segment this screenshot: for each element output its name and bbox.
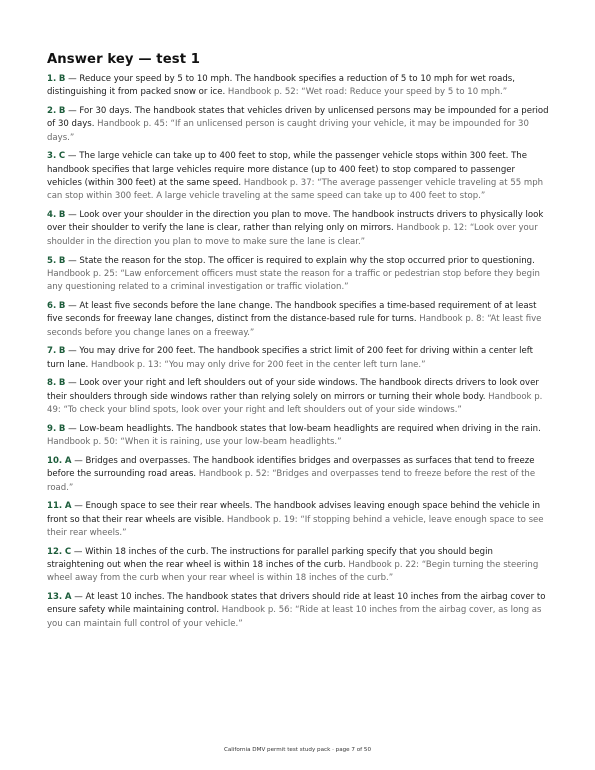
answer-letter: C	[58, 151, 66, 162]
page-footer: California DMV permit test study pack · page 7 of 50	[223, 747, 372, 753]
handbook-citation: Handbook p. 25: “Law enforcement officers must state the reason for a traffic or pedestrian stop before they begin any questioning related to a criminal investigation or traffic violation.”	[47, 268, 540, 293]
answer-explanation: State the reason for the stop. The officer is required to explain why the stop occurred prior to questioning.	[79, 255, 535, 266]
question-number: 6.	[47, 300, 57, 311]
handbook-citation: Handbook p. 50: “When it is raining, use your low-beam headlights.”	[47, 437, 342, 448]
answer-item-12: 12. C — Within 18 inches of the curb. The instructions for parallel parking specify that you should begin straightening out when the rear wheel is within 18 inches of the curb. Handbook p. 22: “Begin turning the steering wheel away from the curb when your rear wheel is within 18 inches of the curb.”	[47, 546, 539, 584]
answer-item-3: 3. C — The large vehicle can take up to 400 feet to stop, while the passenger vehicle stops within 300 feet. The handbook specifies that large vehicles require more distance (up to 400 feet) to stop compared to passenger vehicles (within 300 feet) at the same speed. Handbook p. 37: “The average passenger vehicle traveling at 55 mph can stop within 300 feet. A large vehicle traveling at the same speed can take up to 400 feet to stop.”	[47, 151, 544, 202]
answer-letter: B	[58, 300, 66, 311]
handbook-citation: Handbook p. 8: “At least five seconds before you change lanes on a freeway.”	[47, 314, 542, 338]
question-number: 11.	[47, 501, 63, 512]
answer-letter: C	[64, 546, 72, 557]
handbook-citation: Handbook p. 13: “You may only drive for 200 feet in the center left turn lane.”	[91, 359, 426, 370]
answer-item-7: 7. B — You may drive for 200 feet. The handbook specifies a strict limit of 200 feet for driving within a center left turn lane. Handbook p. 13: “You may only drive for 200 feet in the center left turn lane.”	[47, 346, 533, 370]
answer-explanation: At least 10 inches. The handbook states that drivers should ride at least 10 inches from the airbag cover to ensure safety while maintaining control.	[47, 592, 546, 616]
answer-item-10: 10. A — Bridges and overpasses. The handbook identifies bridges and overpasses as surfaces that tend to freeze before the surrounding road areas. Handbook p. 52: “Bridges and overpasses tend to freeze before the rest of the road.”	[47, 455, 536, 493]
handbook-citation: Handbook p. 52: “Wet road: Reduce your speed by 5 to 10 mph.”	[227, 87, 508, 98]
question-number: 5.	[47, 255, 57, 266]
answer-explanation: Low-beam headlights. The handbook states that low-beam headlights are required when driving in the rain.	[79, 423, 541, 434]
answer-item-11: 11. A — Enough space to see their rear wheels. The handbook advises leaving enough space behind the vehicle in front so that their rear wheels are visible. Handbook p. 19: “If stopping behind a vehicle, leave enough space to see their rear wheels.”	[47, 501, 544, 538]
answer-item-4: 4. B — Look over your shoulder in the direction you plan to move. The handbook instructs drivers to physically look over their shoulder to verify the lane is clear, rather than relying only on mirrors. Handbook p. 12: “Look over your shoulder in the direction you plan to move to make sure the lane is clear.”	[47, 210, 544, 247]
answer-letter: B	[58, 106, 66, 117]
question-number: 13.	[47, 592, 63, 603]
handbook-citation: Handbook p. 52: “Bridges and overpasses tend to freeze before the rest of the road.”	[47, 469, 536, 493]
question-number: 1.	[47, 74, 57, 84]
question-number: 3.	[47, 151, 57, 162]
page-title: Answer key — test 1	[47, 52, 201, 67]
handbook-citation: Handbook p. 19: “If stopping behind a vehicle, leave enough space to see their rear wheels.”	[47, 514, 544, 538]
question-number: 10.	[47, 455, 63, 466]
question-number: 4.	[47, 210, 57, 221]
answer-explanation: Within 18 inches of the curb. The instructions for parallel parking specify that you should begin straightening out when the rear wheel is within 18 inches of the curb.	[47, 546, 493, 570]
handbook-citation: Handbook p. 56: “Ride at least 10 inches from the airbag cover, as long as you can maintain full control of your vehicle.”	[47, 605, 542, 629]
question-number: 2.	[47, 106, 57, 117]
answer-letter: B	[58, 210, 66, 221]
answer-letter: A	[64, 455, 72, 466]
answer-explanation: For 30 days. The handbook states that vehicles driven by unlicensed persons may be impounded for a period of 30 days.	[47, 106, 549, 130]
answer-explanation: At least five seconds before the lane change. The handbook specifies a time-based requirement of at least five seconds for freeway lane changes, distinct from the distance-based rule for turns.	[47, 300, 537, 325]
handbook-citation: Handbook p. 45: “If an unlicensed person is caught driving your vehicle, it may be impounded for 30 days.”	[47, 119, 529, 143]
answer-letter: B	[58, 74, 66, 84]
answer-item-5: 5. B — State the reason for the stop. The officer is required to explain why the stop occurred prior to questioning. Handbook p. 25: “Law enforcement officers must state the reason for a traffic or pedestrian stop before they begin any questioning related to a criminal investigation or traffic violation.”	[47, 255, 540, 293]
question-number: 7.	[47, 346, 57, 357]
handbook-citation: Handbook p. 37: “The average passenger vehicle traveling at 55 mph can stop within 300 feet. A large vehicle traveling at the same speed can take up to 400 feet to stop.”	[47, 178, 544, 202]
answer-list	[47, 73, 552, 631]
answer-letter: B	[58, 255, 66, 266]
handbook-citation: Handbook p. 49: “To check your blind spots, look over your right and left shoulders out of your side windows.”	[47, 391, 543, 416]
handbook-citation: Handbook p. 12: “Look over your shoulder in the direction you plan to move to make sure the lane is clear.”	[47, 223, 538, 247]
answer-explanation: Reduce your speed by 5 to 10 mph. The handbook specifies a reduction of 5 to 10 mph for wet roads, distinguishing it from packed snow or ice.	[47, 74, 515, 98]
answer-item-9: 9. B — Low-beam headlights. The handbook states that low-beam headlights are required when driving in the rain. Handbook p. 50: “When it is raining, use your low-beam headlights.”	[47, 423, 541, 448]
answer-item-13: 13. A — At least 10 inches. The handbook states that drivers should ride at least 10 inches from the airbag cover to ensure safety while maintaining control. Handbook p. 56: “Ride at least 10 inches from the airbag cover, as long as you can maintain full control of your vehicle.”	[47, 592, 546, 629]
answer-letter: A	[64, 501, 72, 512]
question-number: 9.	[47, 423, 57, 434]
question-number: 8.	[47, 378, 57, 389]
answer-explanation: Look over your right and left shoulders out of your side windows. The handbook directs drivers to look over their shoulders through side windows rather than relying solely on mirrors or turning their whole body.	[47, 378, 539, 402]
answer-explanation: Look over your shoulder in the direction you plan to move. The handbook instructs drivers to physically look over their shoulder to verify the lane is clear, rather than relying only on mirrors.	[47, 210, 544, 234]
answer-explanation: Bridges and overpasses. The handbook identifies bridges and overpasses as surfaces that tend to freeze before the surrounding road areas.	[47, 455, 535, 480]
answer-letter: B	[58, 346, 66, 357]
answer-item-6: 6. B — At least five seconds before the lane change. The handbook specifies a time-based requirement of at least five seconds for freeway lane changes, distinct from the distance-based rule for turns. Handbook p. 8: “At least five seconds before you change lanes on a freeway.”	[47, 300, 542, 338]
answer-letter: B	[58, 378, 66, 389]
answer-letter: B	[58, 423, 66, 434]
answer-item-1: 1. B — Reduce your speed by 5 to 10 mph. The handbook specifies a reduction of 5 to 10 mph for wet roads, distinguishing it from packed snow or ice. Handbook p. 52: “Wet road: Reduce your speed by 5 to 10 mph.”	[47, 74, 515, 98]
answer-item-2: 2. B — For 30 days. The handbook states that vehicles driven by unlicensed persons may be impounded for a period of 30 days. Handbook p. 45: “If an unlicensed person is caught driving your vehicle, it may be impounded for 30 days.”	[47, 106, 549, 143]
answer-explanation: You may drive for 200 feet. The handbook specifies a strict limit of 200 feet for driving within a center left turn lane.	[47, 346, 533, 370]
answer-explanation: The large vehicle can take up to 400 feet to stop, while the passenger vehicle stops within 300 feet. The handbook specifies that large vehicles require more distance (up to 400 feet) to stop compared to passenger vehicles (within 300 feet) at the same speed.	[47, 151, 527, 189]
answer-letter: A	[64, 592, 72, 603]
question-number: 12.	[47, 546, 63, 557]
answer-explanation: Enough space to see their rear wheels. The handbook advises leaving enough space behind the vehicle in front so that their rear wheels are visible.	[47, 501, 541, 525]
answer-key-page	[47, 52, 552, 636]
handbook-citation: Handbook p. 22: “Begin turning the steering wheel away from the curb when your rear wheel is within 18 inches of the curb.”	[47, 560, 539, 584]
answer-item-8: 8. B — Look over your right and left shoulders out of your side windows. The handbook directs drivers to look over their shoulders through side windows rather than relying solely on mirrors or turning their whole body. Handbook p. 49: “To check your blind spots, look over your right and left shoulders out of your side windows.”	[47, 378, 543, 416]
